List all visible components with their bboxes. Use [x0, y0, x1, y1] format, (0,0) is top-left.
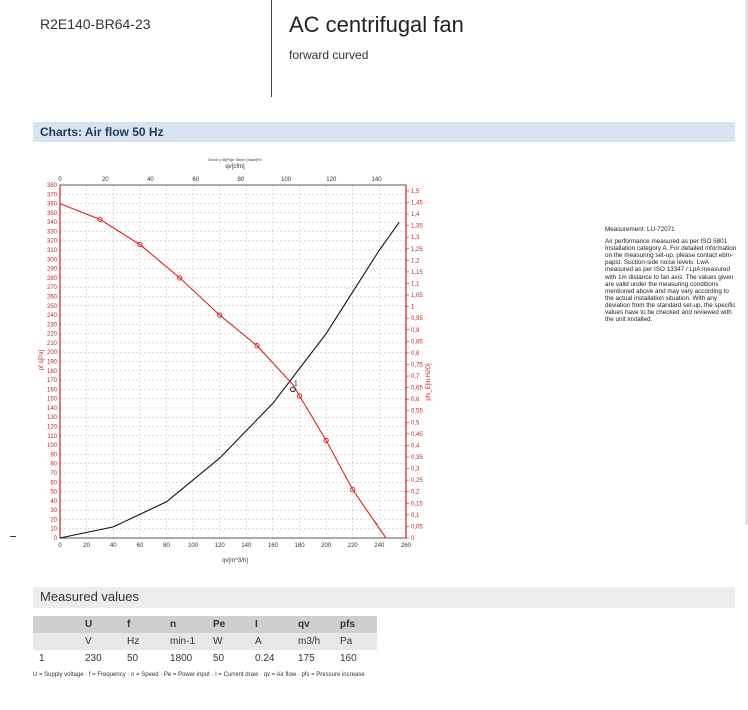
table-cell: 175	[298, 653, 315, 664]
y-left-tick-label: 190	[46, 359, 57, 366]
y-left-tick-label: 120	[46, 424, 57, 431]
y-right-tick-label: 1,15	[411, 269, 423, 276]
x-bottom-tick-label: 20	[83, 543, 90, 549]
y-left-tick-label: 200	[46, 350, 57, 357]
x-bottom-tick-label: 180	[294, 543, 305, 549]
table-unit-cell	[33, 633, 79, 650]
model-number: R2E140-BR64-23	[40, 16, 151, 32]
y-right-tick-label: 0,65	[411, 385, 423, 392]
measured-values-title: Measured values	[40, 589, 139, 604]
y-right-tick-label: 1	[411, 304, 415, 311]
y-left-tick-label: 60	[50, 480, 57, 487]
y-left-tick-label: 370	[46, 192, 57, 199]
y-right-tick-label: 1,2	[411, 258, 420, 265]
x-bottom-tick-label: 0	[58, 543, 62, 549]
y-left-tick-label: 0	[53, 536, 57, 542]
table-cell: 50	[213, 653, 225, 664]
chart-top-caption: Druck p fă[Pa]e Strom [Vaue]t%	[208, 158, 262, 162]
y-left-tick-label: 310	[46, 248, 57, 255]
y-right-tick-label: 1,45	[411, 200, 423, 207]
y-right-tick-label: 0,3	[411, 466, 420, 473]
table-row	[33, 650, 377, 667]
table-cell: 0.24	[255, 653, 275, 664]
y-right-tick-label: 0,45	[411, 431, 423, 438]
x-bottom-tick-label: 220	[347, 543, 358, 549]
y-left-tick-label: 160	[46, 387, 57, 394]
product-title: AC centrifugal fan	[289, 12, 464, 37]
y-right-tick-label: 1,35	[411, 223, 423, 230]
fan-curve-end-label: 1	[373, 520, 380, 527]
y-left-tick-label: 340	[46, 220, 57, 227]
y-left-tick-label: 220	[46, 331, 57, 338]
y-left-tick-label: 250	[46, 303, 57, 310]
y-right-tick-label: 0,35	[411, 455, 423, 462]
y-left-tick-label: 180	[46, 368, 57, 375]
x-top-tick-label: 120	[326, 177, 337, 183]
table-header-cell: Pe	[207, 616, 249, 633]
x-top-tick-label: 60	[192, 177, 200, 183]
y-left-tick-label: 80	[50, 461, 57, 468]
y-left-tick-label: 230	[46, 322, 57, 329]
y-left-tick-label: 210	[46, 340, 57, 347]
y-right-tick-label: 0,95	[411, 316, 423, 323]
table-header-cell: U	[79, 616, 121, 633]
y-left-tick-label: 170	[46, 378, 57, 385]
measured-values-legend: U = Supply voltage · f = Frequency · n = Speed · Pe = Power input · I = Current draw · qv = Air flow · pfs = Pressure increase	[33, 672, 365, 678]
y-right-tick-label: 1,1	[411, 281, 420, 288]
x-bottom-tick-label: 40	[109, 543, 117, 549]
x-top-tick-label: 140	[371, 177, 382, 183]
y-left-tick-label: 140	[46, 405, 57, 412]
x-top-tick-label: 80	[237, 177, 245, 183]
product-subtitle: forward curved	[289, 48, 369, 62]
x-top-tick-label: 100	[281, 177, 292, 183]
x-top-tick-label: 20	[101, 177, 109, 183]
y-right-tick-label: 0,25	[411, 478, 423, 485]
table-unit-cell: W	[207, 633, 249, 650]
y-right-tick-label: 1,25	[411, 246, 423, 253]
y-left-tick-label: 150	[46, 396, 57, 403]
table-unit-cell: V	[79, 633, 121, 650]
y-left-tick-label: 240	[46, 313, 57, 320]
y-left-tick-label: 130	[46, 415, 57, 422]
y-right-tick-label: 0,9	[411, 327, 420, 334]
y-right-tick-label: 1,5	[411, 188, 420, 195]
y-right-tick-label: 0	[411, 536, 415, 542]
x-top-tick-label: 40	[147, 177, 154, 183]
y-left-tick-label: 290	[46, 266, 57, 273]
table-header-cell: pfs	[334, 616, 377, 633]
table-header-cell	[33, 616, 79, 633]
x-bottom-tick-label: 120	[214, 543, 225, 549]
x-bottom-tick-label: 260	[400, 543, 412, 549]
y-right-tick-label: 0,6	[411, 397, 420, 404]
y-right-tick-label: 0,4	[411, 443, 420, 450]
y-left-tick-label: 270	[46, 285, 57, 292]
y-right-tick-label: 1,4	[411, 212, 420, 219]
y-left-tick-label: 50	[50, 489, 57, 496]
y-left-tick-label: 110	[47, 433, 57, 440]
y-left-tick-label: 380	[46, 183, 57, 189]
y-right-tick-label: 0,7	[411, 374, 420, 381]
x-top-tick-label: 0	[58, 177, 62, 183]
y-left-tick-label: 30	[50, 508, 57, 515]
operating-point-label: 1	[293, 380, 298, 388]
x-top-axis-label: qv[cfm]	[225, 164, 245, 170]
measurement-note	[605, 226, 738, 328]
x-bottom-tick-label: 200	[321, 543, 332, 549]
table-cell: 50	[127, 653, 139, 664]
table-unit-cell: min-1	[164, 633, 207, 650]
y-left-tick-label: 280	[46, 275, 57, 282]
x-bottom-tick-label: 240	[374, 543, 385, 549]
y-left-tick-label: 260	[46, 294, 57, 301]
table-cell: 230	[85, 653, 102, 664]
y-left-tick-label: 360	[46, 201, 57, 208]
header-divider	[271, 0, 272, 97]
table-unit-cell: A	[249, 633, 292, 650]
y-right-tick-label: 0,75	[411, 362, 423, 369]
table-header-cell: I	[249, 616, 292, 633]
x-bottom-tick-label: 80	[163, 543, 170, 549]
airflow-chart	[0, 152, 600, 572]
charts-section-title: Charts: Air flow 50 Hz	[40, 125, 164, 139]
y-right-tick-label: 1,3	[411, 235, 420, 242]
measurement-id: Measurement: LU-72071	[605, 226, 675, 233]
table-cell: 1	[39, 653, 45, 664]
y-left-tick-label: 40	[50, 498, 57, 505]
y-left-tick-label: 330	[46, 229, 57, 236]
chart-axes	[47, 177, 423, 549]
y-left-tick-label: 70	[50, 470, 57, 477]
table-header-cell: f	[121, 616, 164, 633]
measurement-text: Air performance measured as per ISO 5801 Installation category A. For detailed information on the measuring set-up, please contact ebm-papst. Suction-side noise levels: LwA measured as per ISO 13347 / LpA measured with 1m distance to fan axis. The values given are valid under the measuring conditions mentioned above and may vary according to the actual installation situation. With any deviation from the standard set-up, the specific values have to be checked and reviewed with the unit installed.	[605, 238, 737, 324]
y-right-tick-label: 0,55	[411, 408, 423, 415]
x-bottom-tick-label: 160	[267, 543, 278, 549]
table-header-cell: qv	[292, 616, 334, 633]
table-header-cell: n	[164, 616, 207, 633]
x-bottom-tick-label: 140	[241, 543, 252, 549]
table-unit-cell: Pa	[334, 633, 377, 650]
y-right-axis-label: pfs_E[in.H2O]	[426, 363, 432, 401]
y-left-tick-label: 300	[46, 257, 57, 264]
y-left-tick-label: 20	[50, 517, 57, 524]
y-left-tick-label: 90	[50, 452, 57, 459]
y-left-axis-label: pf s[Pa]	[39, 349, 45, 371]
y-right-tick-label: 1,05	[411, 293, 423, 300]
y-left-tick-label: 350	[46, 210, 57, 217]
y-right-tick-label: 0,05	[411, 524, 423, 531]
measured-values-table	[33, 616, 377, 667]
table-units-row	[33, 633, 377, 650]
table-unit-cell: m3/h	[292, 633, 334, 650]
x-bottom-axis-label: qv[m^3/h]	[222, 558, 248, 564]
y-left-tick-label: 10	[50, 526, 57, 533]
x-bottom-tick-label: 60	[136, 543, 144, 549]
y-right-tick-label: 0,8	[411, 350, 420, 357]
y-right-tick-label: 0,85	[411, 339, 423, 346]
y-left-tick-label: 100	[46, 443, 57, 450]
table-unit-cell: Hz	[121, 633, 164, 650]
chart-grid	[60, 185, 406, 538]
y-right-tick-label: 0,15	[411, 501, 423, 508]
x-bottom-tick-label: 100	[188, 543, 199, 549]
table-cell: 160	[340, 653, 357, 664]
y-right-tick-label: 0,5	[411, 420, 420, 427]
y-right-tick-label: 0,1	[411, 512, 420, 519]
table-cell: 1800	[170, 653, 193, 664]
table-header-row	[33, 616, 377, 633]
y-left-tick-label: 320	[46, 238, 57, 245]
y-right-tick-label: 0,2	[411, 489, 420, 496]
